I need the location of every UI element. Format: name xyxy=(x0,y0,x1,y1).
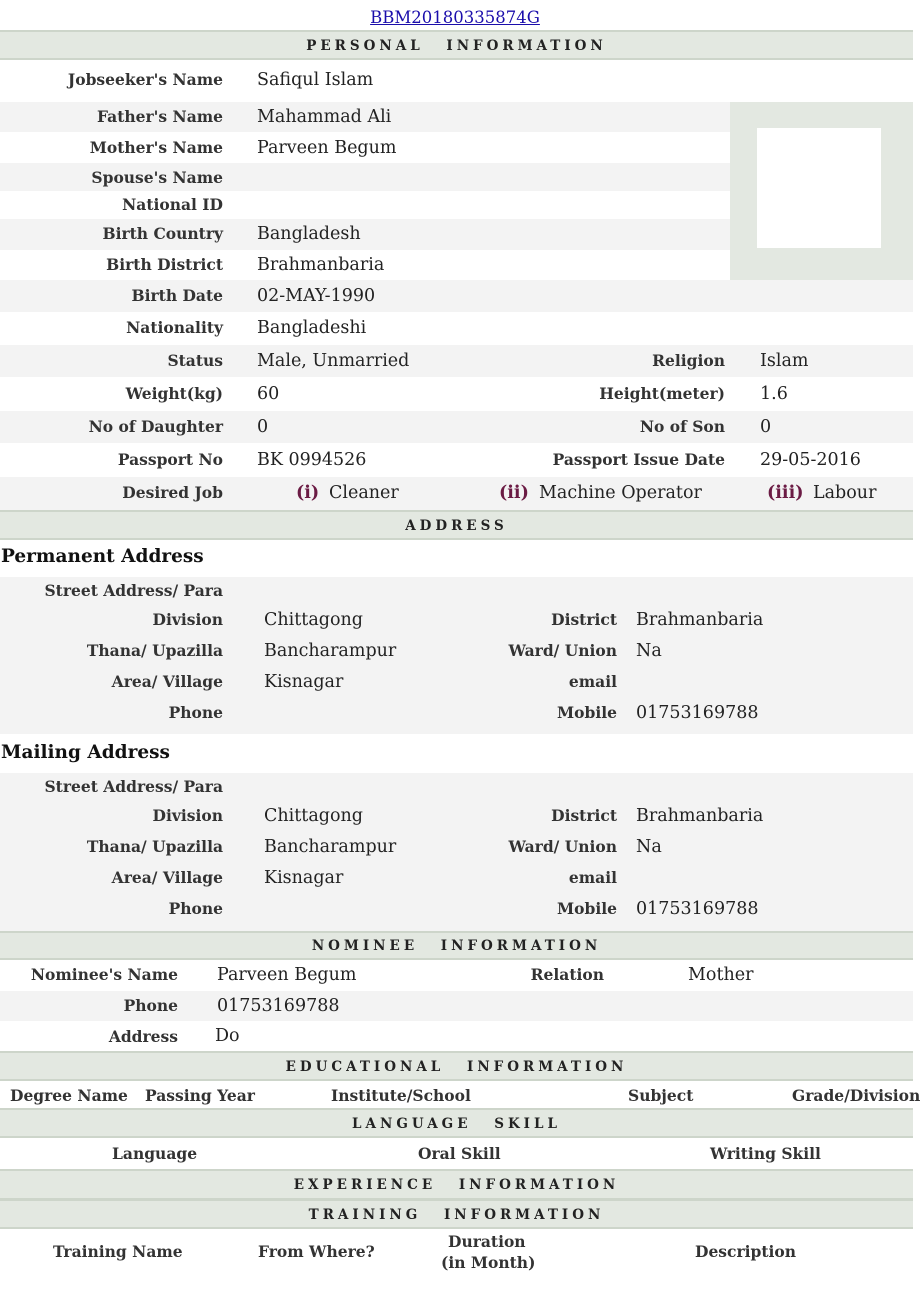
value-passport-issue-date: 29-05-2016 xyxy=(760,450,861,470)
label-mail-ward: Ward/ Union xyxy=(508,837,617,856)
label-nationality: Nationality xyxy=(126,318,223,337)
value-daughters: 0 xyxy=(257,417,269,437)
header-duration-unit: (in Month) xyxy=(441,1253,536,1272)
section-training-information: TRAINING INFORMATION xyxy=(0,1199,913,1229)
label-perm-street: Street Address/ Para xyxy=(44,581,223,600)
value-sons: 0 xyxy=(760,417,772,437)
value-nationality: Bangladeshi xyxy=(257,318,367,338)
desired-job-1: Cleaner xyxy=(329,483,399,503)
label-nominee-address: Address xyxy=(108,1027,178,1046)
value-perm-district: Brahmanbaria xyxy=(636,610,764,630)
section-language-skill: LANGUAGE SKILL xyxy=(0,1108,913,1138)
value-nominee-address: Do xyxy=(215,1026,240,1046)
section-nominee-information: NOMINEE INFORMATION xyxy=(0,931,913,960)
label-weight: Weight(kg) xyxy=(125,384,223,403)
label-mail-thana: Thana/ Upazilla xyxy=(86,837,223,856)
header-grade: Grade/Division xyxy=(792,1086,920,1105)
value-birth-date: 02-MAY-1990 xyxy=(257,286,376,306)
value-mail-mobile: 01753169788 xyxy=(636,899,759,919)
label-nominee-name: Nominee's Name xyxy=(30,965,178,984)
value-perm-ward: Na xyxy=(636,641,662,661)
value-birth-country: Bangladesh xyxy=(257,224,361,244)
header-oral-skill: Oral Skill xyxy=(418,1144,501,1163)
label-perm-division: Division xyxy=(152,610,223,629)
desired-job-number-1: (i) xyxy=(296,483,320,503)
label-mail-area: Area/ Village xyxy=(111,868,223,887)
label-birth-country: Birth Country xyxy=(102,224,223,243)
label-perm-ward: Ward/ Union xyxy=(508,641,617,660)
value-passport-no: BK 0994526 xyxy=(257,450,367,470)
label-mail-division: Division xyxy=(152,806,223,825)
label-jobseeker-name: Jobseeker's Name xyxy=(67,70,223,89)
label-perm-mobile: Mobile xyxy=(557,703,617,722)
header-training-name: Training Name xyxy=(53,1242,183,1261)
label-perm-district: District xyxy=(551,610,617,629)
header-language: Language xyxy=(112,1144,198,1163)
label-mail-email: email xyxy=(568,868,617,887)
value-perm-thana: Bancharampur xyxy=(264,641,397,661)
label-perm-phone: Phone xyxy=(168,703,223,722)
header-duration: Duration xyxy=(448,1232,526,1251)
section-educational-information: EDUCATIONAL INFORMATION xyxy=(0,1051,913,1081)
mailing-address-title: Mailing Address xyxy=(1,742,170,763)
desired-job-number-2: (ii) xyxy=(499,483,529,503)
label-mail-mobile: Mobile xyxy=(557,899,617,918)
label-perm-thana: Thana/ Upazilla xyxy=(86,641,223,660)
label-father-name: Father's Name xyxy=(97,107,223,126)
value-status: Male, Unmarried xyxy=(257,351,410,371)
header-institute: Institute/School xyxy=(331,1086,471,1105)
label-nominee-phone: Phone xyxy=(123,996,178,1015)
value-nominee-phone: 01753169788 xyxy=(217,996,340,1016)
value-relation: Mother xyxy=(688,965,754,985)
value-weight: 60 xyxy=(257,384,280,404)
label-national-id: National ID xyxy=(122,195,223,214)
value-jobseeker-name: Safiqul Islam xyxy=(257,70,374,90)
label-spouse-name: Spouse's Name xyxy=(91,168,223,187)
label-status: Status xyxy=(167,351,223,370)
label-passport-issue-date: Passport Issue Date xyxy=(552,450,725,469)
value-mail-thana: Bancharampur xyxy=(264,837,397,857)
label-mail-phone: Phone xyxy=(168,899,223,918)
label-relation: Relation xyxy=(530,965,604,984)
header-from-where: From Where? xyxy=(258,1242,375,1261)
label-perm-email: email xyxy=(568,672,617,691)
header-passing-year: Passing Year xyxy=(145,1086,255,1105)
section-experience-information: EXPERIENCE INFORMATION xyxy=(0,1169,913,1200)
section-personal-information: PERSONAL INFORMATION xyxy=(0,30,913,60)
label-religion: Religion xyxy=(652,351,725,370)
value-perm-mobile: 01753169788 xyxy=(636,703,759,723)
value-height: 1.6 xyxy=(760,384,788,404)
value-nominee-name: Parveen Begum xyxy=(217,965,357,985)
value-mother-name: Parveen Begum xyxy=(257,138,397,158)
permanent-address-title: Permanent Address xyxy=(1,546,204,567)
value-mail-area: Kisnagar xyxy=(264,868,344,888)
label-birth-date: Birth Date xyxy=(131,286,223,305)
desired-job-2: Machine Operator xyxy=(539,483,702,503)
label-mother-name: Mother's Name xyxy=(89,138,223,157)
header-description: Description xyxy=(695,1242,797,1261)
value-mail-district: Brahmanbaria xyxy=(636,806,764,826)
label-daughters: No of Daughter xyxy=(88,417,223,436)
header-degree-name: Degree Name xyxy=(10,1086,128,1105)
header-subject: Subject xyxy=(628,1086,694,1105)
label-height: Height(meter) xyxy=(599,384,725,403)
label-mail-district: District xyxy=(551,806,617,825)
desired-job-3: Labour xyxy=(813,483,877,503)
label-passport-no: Passport No xyxy=(117,450,223,469)
value-perm-division: Chittagong xyxy=(264,610,363,630)
photo-placeholder xyxy=(757,128,881,248)
registration-id-link[interactable]: BBM20180335874G xyxy=(370,8,540,27)
label-sons: No of Son xyxy=(639,417,725,436)
value-mail-division: Chittagong xyxy=(264,806,363,826)
value-father-name: Mahammad Ali xyxy=(257,107,392,127)
label-perm-area: Area/ Village xyxy=(111,672,223,691)
value-mail-ward: Na xyxy=(636,837,662,857)
value-perm-area: Kisnagar xyxy=(264,672,344,692)
label-desired-job: Desired Job xyxy=(122,483,223,502)
section-address: ADDRESS xyxy=(0,510,913,540)
value-birth-district: Brahmanbaria xyxy=(257,255,385,275)
label-birth-district: Birth District xyxy=(106,255,223,274)
label-mail-street: Street Address/ Para xyxy=(44,777,223,796)
desired-job-number-3: (iii) xyxy=(767,483,804,503)
header-writing-skill: Writing Skill xyxy=(710,1144,821,1163)
value-religion: Islam xyxy=(760,351,809,371)
